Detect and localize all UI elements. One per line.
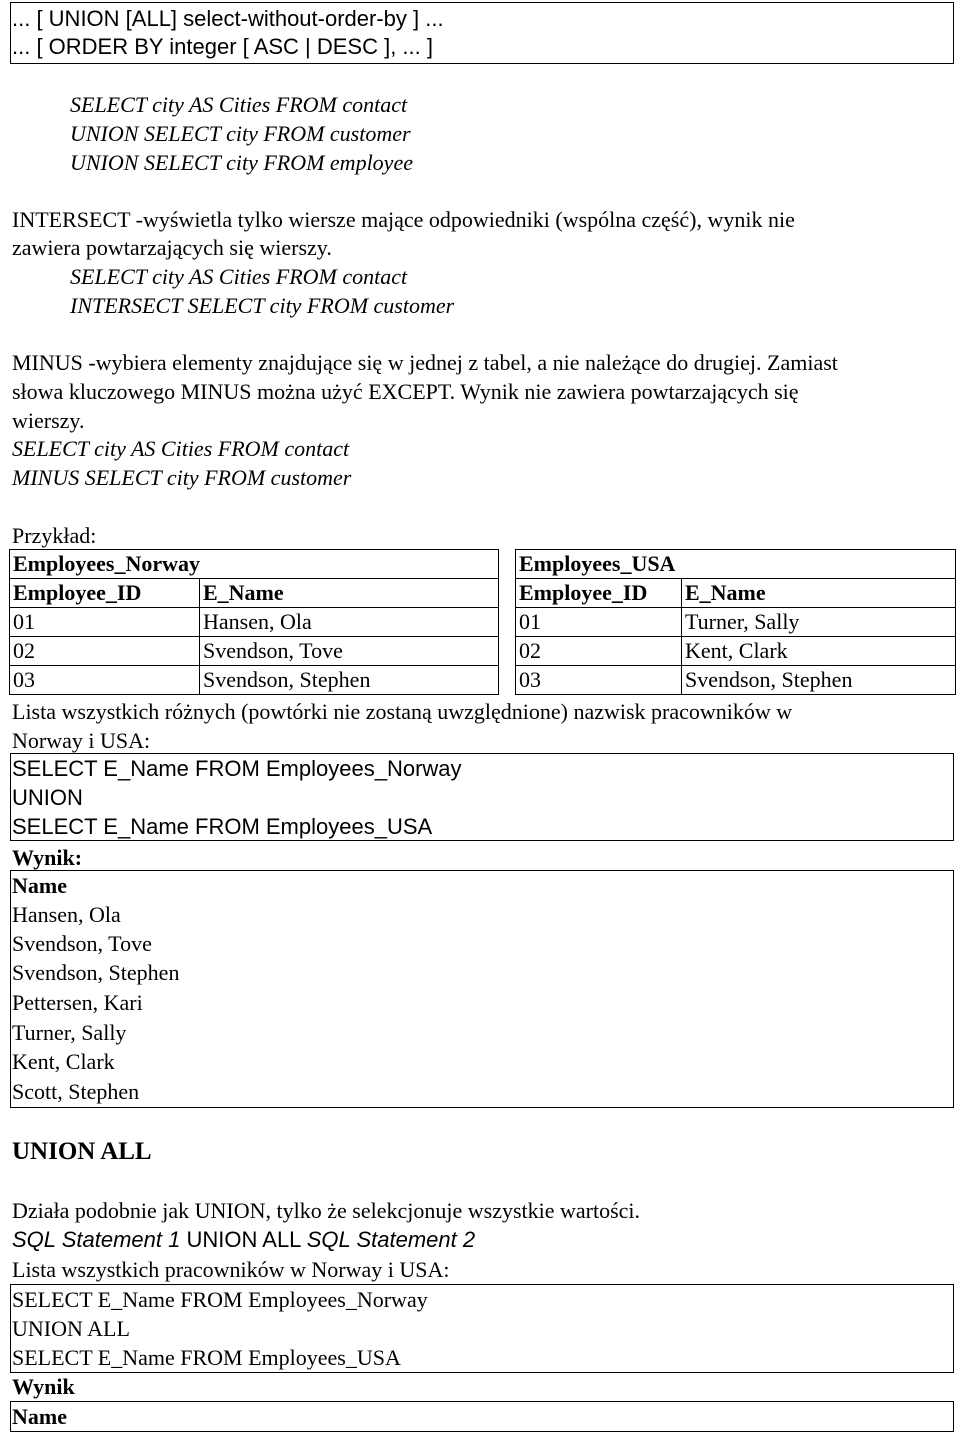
- union-all-desc: Działa podobnie jak UNION, tylko że selekcjonuje wszystkie wartości.: [12, 1198, 641, 1223]
- list-desc-1: Lista wszystkich różnych (powtórki nie zostaną uwzględnione) nazwisk pracowników w: [12, 699, 793, 724]
- minus-desc-2: słowa kluczowego MINUS można użyć EXCEPT. Wynik nie zawiera powtarzających się: [12, 379, 799, 404]
- union-code-line-1: SELECT city AS Cities FROM contact: [70, 92, 408, 117]
- union-code-line-2: UNION SELECT city FROM customer: [70, 121, 411, 146]
- usa-header-name: E_Name: [682, 579, 956, 608]
- table-row: [516, 666, 956, 695]
- norway-header-id: Employee_ID: [10, 579, 200, 608]
- norway-cell-name: Svendson, Stephen: [200, 666, 499, 695]
- example-label: Przykład:: [12, 523, 97, 548]
- union-query-line-3: SELECT E_Name FROM Employees_USA: [12, 814, 433, 839]
- minus-code-2: MINUS SELECT city FROM customer: [12, 465, 352, 490]
- union-all-list-desc: Lista wszystkich pracowników w Norway i USA:: [12, 1257, 450, 1282]
- usa-cell-id: 01: [516, 608, 682, 637]
- usa-table-title: Employees_USA: [516, 550, 956, 579]
- usa-cell-name: Turner, Sally: [682, 608, 956, 637]
- stmt-1: SQL Statement 1: [12, 1227, 181, 1252]
- result-label: Wynik:: [12, 845, 83, 870]
- intersect-desc-1: INTERSECT -wyświetla tylko wiersze mające odpowiedniki (wspólna część), wynik nie: [12, 207, 795, 232]
- minus-desc-3: wierszy.: [12, 408, 85, 433]
- table-row: [516, 637, 956, 666]
- norway-cell-name: Svendson, Tove: [200, 637, 499, 666]
- result-header: Name: [12, 873, 67, 898]
- union-code-line-3: UNION SELECT city FROM employee: [70, 150, 413, 175]
- stmt-mid: UNION ALL: [180, 1227, 307, 1252]
- result-box: [10, 870, 954, 1108]
- union-all-result-box: [10, 1401, 954, 1432]
- syntax-line-1: ... [ UNION [ALL] select-without-order-by ] ...: [12, 6, 444, 31]
- list-item: Scott, Stephen: [12, 1079, 140, 1104]
- table-row: [10, 637, 499, 666]
- usa-cell-id: 02: [516, 637, 682, 666]
- intersect-code-1: SELECT city AS Cities FROM contact: [70, 264, 408, 289]
- union-all-syntax: [12, 1225, 475, 1254]
- list-item: Turner, Sally: [12, 1020, 127, 1045]
- list-item: Hansen, Ola: [12, 902, 121, 927]
- table-row: [516, 608, 956, 637]
- union-all-query-3: SELECT E_Name FROM Employees_USA: [12, 1345, 401, 1370]
- union-query-line-2: UNION: [12, 785, 83, 810]
- union-all-result-label: Wynik: [12, 1374, 75, 1399]
- union-all-result-header: Name: [12, 1404, 67, 1429]
- list-item: Kent, Clark: [12, 1049, 115, 1074]
- norway-table-title: Employees_Norway: [10, 550, 499, 579]
- norway-cell-id: 01: [10, 608, 200, 637]
- minus-code-1: SELECT city AS Cities FROM contact: [12, 436, 350, 461]
- list-item: Pettersen, Kari: [12, 990, 143, 1015]
- usa-cell-id: 03: [516, 666, 682, 695]
- table-row: [10, 608, 499, 637]
- usa-header-id: Employee_ID: [516, 579, 682, 608]
- norway-header-name: E_Name: [200, 579, 499, 608]
- union-all-query-2: UNION ALL: [12, 1316, 130, 1341]
- list-desc-2: Norway i USA:: [12, 728, 151, 753]
- usa-cell-name: Svendson, Stephen: [682, 666, 956, 695]
- intersect-desc-2: zawiera powtarzających się wierszy.: [12, 235, 332, 260]
- usa-table: [515, 549, 956, 695]
- norway-cell-id: 03: [10, 666, 200, 695]
- list-item: Svendson, Tove: [12, 931, 152, 956]
- syntax-line-2: ... [ ORDER BY integer [ ASC | DESC ], ... ]: [12, 34, 433, 59]
- union-query-line-1: SELECT E_Name FROM Employees_Norway: [12, 756, 462, 781]
- intersect-code-2: INTERSECT SELECT city FROM customer: [70, 293, 455, 318]
- stmt-2: SQL Statement 2: [306, 1227, 476, 1252]
- usa-cell-name: Kent, Clark: [682, 637, 956, 666]
- union-all-heading: UNION ALL: [12, 1138, 152, 1165]
- norway-cell-name: Hansen, Ola: [200, 608, 499, 637]
- minus-desc-1: MINUS -wybiera elementy znajdujące się w jednej z tabel, a nie należące do drugiej. Zamiast: [12, 350, 838, 375]
- table-row: [10, 666, 499, 695]
- norway-table: [9, 549, 499, 695]
- union-all-query-1: SELECT E_Name FROM Employees_Norway: [12, 1287, 428, 1312]
- norway-cell-id: 02: [10, 637, 200, 666]
- list-item: Svendson, Stephen: [12, 960, 180, 985]
